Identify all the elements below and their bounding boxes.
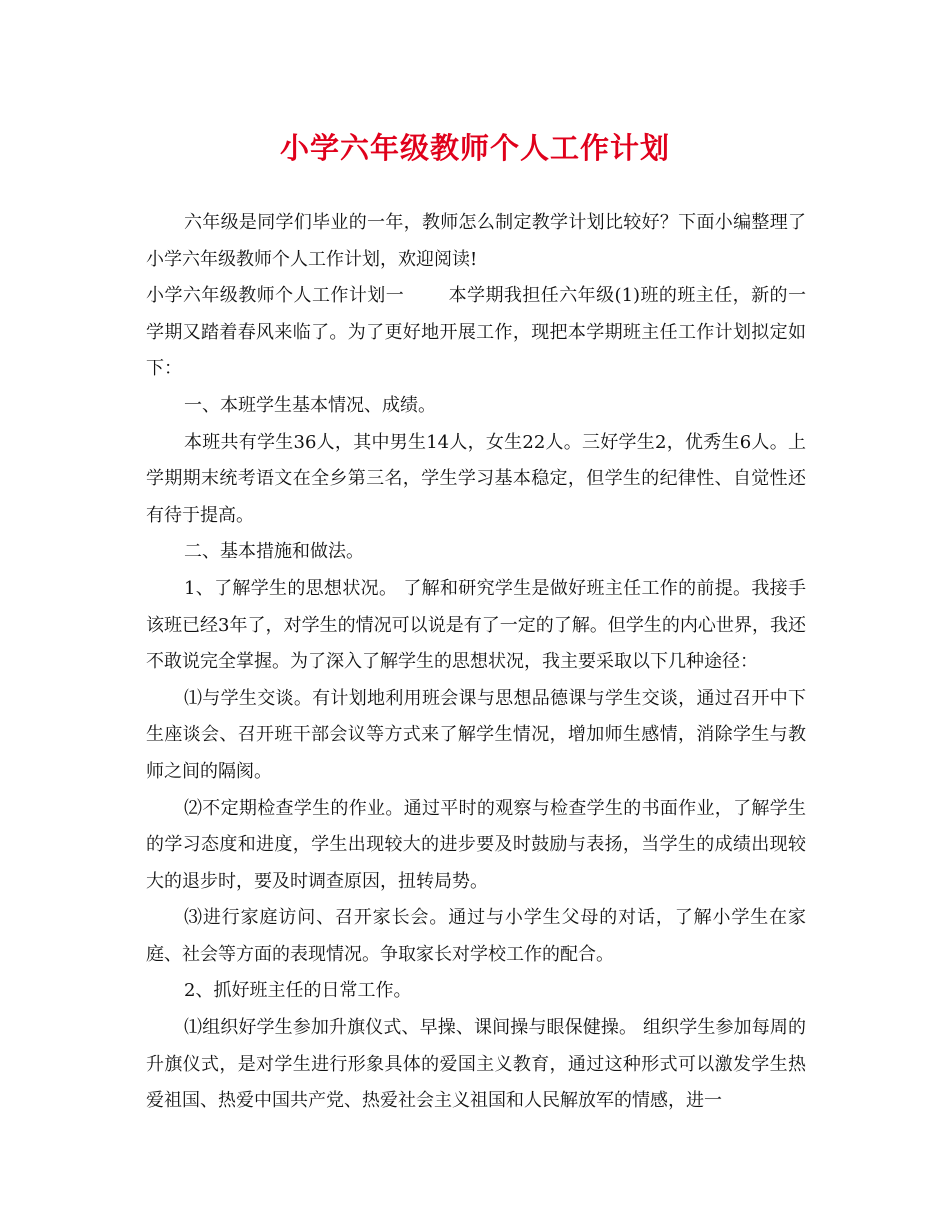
document-body <box>146 205 806 1120</box>
item-1-3-paragraph: ⑶进行家庭访问、召开家长会。通过与小学生父母的对话，了解小学生在家庭、社会等方面的表现情况。争取家长对学校工作的配合。 <box>146 907 806 965</box>
section-1-text: 本班共有学生36人，其中男生14人，女生22人。三好学生2，优秀生6人。上学期期末统考语文在全乡第三名，学生学习基本稳定，但学生的纪律性、自觉性还有待于提高。 <box>146 431 806 526</box>
item-1-paragraph: 1、了解学生的思想状况。 了解和研究学生是做好班主任工作的前提。我接手该班已经3年了，对学生的情况可以说是有了一定的了解。但学生的内心世界，我还不敢说完全掌握。为了深入了解学生的思想状况，我主要采取以下几种途径： <box>146 577 806 673</box>
item-1-1-paragraph: ⑴与学生交谈。有计划地利用班会课与思想品德课与学生交谈，通过召开中下生座谈会、召开班干部会议等方式来了解学生情况，增加师生感情，消除学生与教师之间的隔阂。 <box>146 687 806 782</box>
item-2-heading: 2、抓好班主任的日常工作。 <box>184 980 412 1002</box>
plan-heading: 小学六年级教师个人工作计划一 <box>146 285 405 307</box>
item-1-2-paragraph: ⑵不定期检查学生的作业。通过平时的观察与检查学生的书面作业，了解学生的学习态度和进度，学生出现较大的进步要及时鼓励与表扬，当学生的成绩出现较大的退步时，要及时调查原因，扭转局势。 <box>146 797 806 892</box>
plan-paragraph <box>146 278 806 388</box>
item-2-1-paragraph: ⑴组织好学生参加升旗仪式、早操、课间操与眼保健操。 组织学生参加每周的升旗仪式，是对学生进行形象具体的爱国主义教育，通过这种形式可以激发学生热爱祖国、热爱中国共产党、热爱社会主义祖国和人民解放军的情感，进一 <box>146 1017 806 1112</box>
intro-paragraph: 六年级是同学们毕业的一年，教师怎么制定教学计划比较好？下面小编整理了小学六年级教师个人工作计划，欢迎阅读! <box>146 212 806 270</box>
section-1-heading: 一、本班学生基本情况、成绩。 <box>184 394 436 416</box>
document-title: 小学六年级教师个人工作计划 <box>279 131 670 165</box>
section-2-heading: 二、基本措施和做法。 <box>184 541 364 563</box>
plan-intro: 本学期我担任六年级(1)班的班主任，新的一学期又踏着春风来临了。为了更好地开展工作，现把本学期班主任工作计划拟定如下： <box>146 285 806 380</box>
